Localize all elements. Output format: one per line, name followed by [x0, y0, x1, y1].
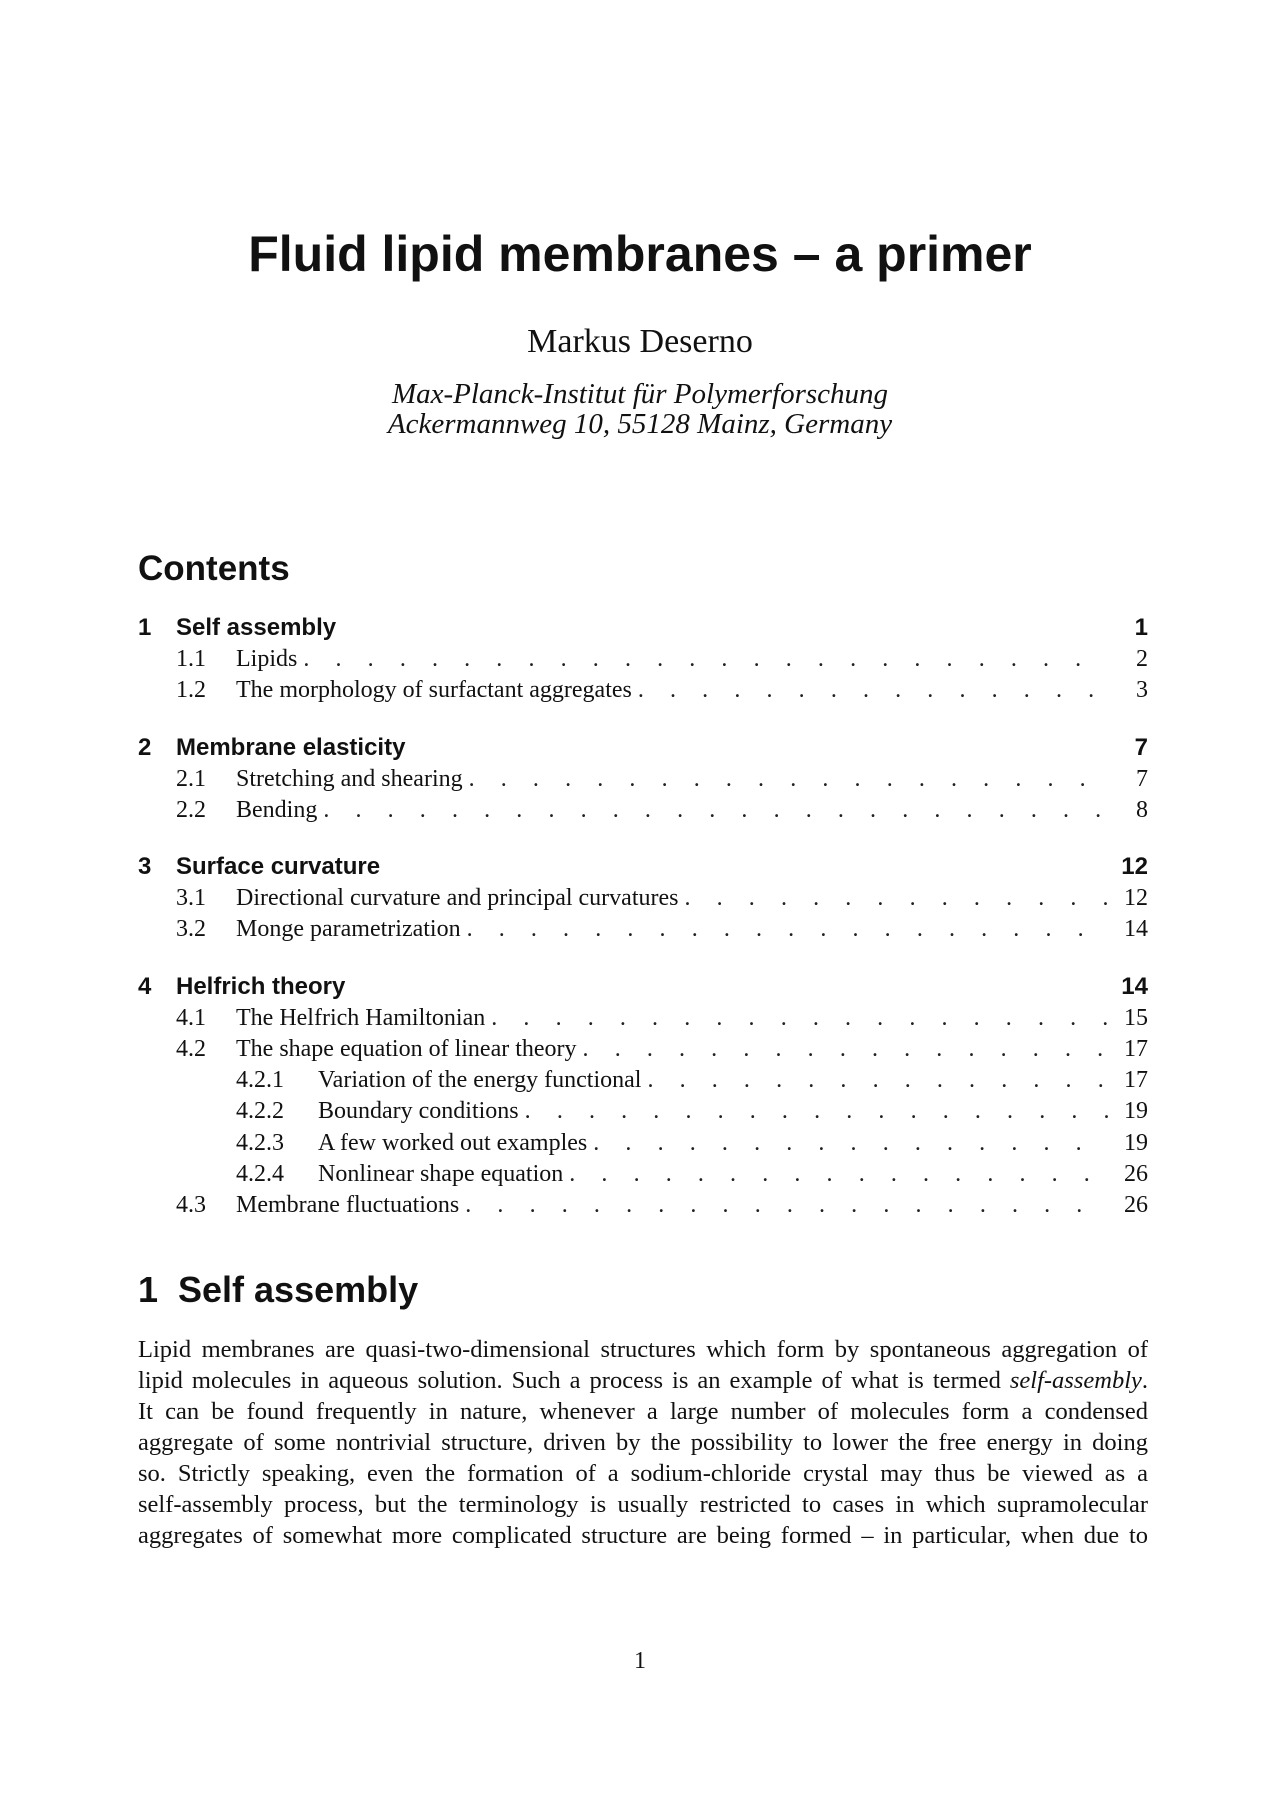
toc-page: 17 — [1124, 1036, 1148, 1062]
toc-number: 4.2.1 — [236, 1067, 284, 1093]
toc-entry-4-2-4[interactable] — [138, 1161, 1148, 1193]
body-line: It can be found frequently in nature, whenever a large number of molecules form a condensed — [138, 1398, 1148, 1425]
toc-title: Boundary conditions — [318, 1098, 519, 1124]
toc-entry-4-2[interactable] — [138, 1036, 1148, 1068]
toc-leader-dots — [569, 1161, 1108, 1188]
toc-entry-2-1[interactable] — [138, 766, 1148, 798]
toc-page: 7 — [1136, 766, 1148, 792]
toc-number: 4.2.4 — [236, 1161, 284, 1187]
toc-page: 12 — [1121, 853, 1148, 880]
toc-title: Self assembly — [176, 614, 337, 641]
toc-leader-dots — [525, 1098, 1108, 1125]
toc-number: 2.1 — [176, 766, 206, 792]
toc-title: Stretching and shearing — [236, 766, 463, 792]
body-line: self-assembly process, but the terminology is usually restricted to cases in which supramolecular — [138, 1491, 1148, 1518]
body-line: Lipid membranes are quasi-two-dimensional structures which form by spontaneous aggregation of — [138, 1336, 1148, 1363]
page-number: 1 — [634, 1648, 646, 1674]
toc-number: 1.1 — [176, 646, 206, 672]
toc-title: Monge parametrization — [236, 916, 461, 942]
toc-leader-dots — [491, 1005, 1108, 1032]
toc-entry-1-1[interactable] — [138, 646, 1148, 678]
toc-entry-4-1[interactable] — [138, 1005, 1148, 1037]
toc-number: 4.2.2 — [236, 1098, 284, 1124]
toc-title: Nonlinear shape equation — [318, 1161, 564, 1187]
toc-leader-dots — [469, 766, 1108, 793]
toc-entry-section-2[interactable] — [138, 734, 1148, 766]
toc-entry-4-3[interactable] — [138, 1192, 1148, 1224]
toc-leader-dots — [583, 1036, 1108, 1063]
toc-number: 3 — [138, 853, 152, 880]
toc-page: 14 — [1121, 973, 1148, 1000]
toc-entry-4-2-3[interactable] — [138, 1130, 1148, 1162]
body-line — [138, 1365, 1148, 1396]
toc-page: 17 — [1124, 1067, 1148, 1093]
section-1-heading — [138, 1268, 418, 1312]
toc-number: 2 — [138, 734, 152, 761]
toc-number: 3.1 — [176, 885, 206, 911]
toc-leader-dots — [638, 677, 1108, 704]
toc-number: 1 — [138, 614, 152, 641]
emphasis-term: self-assembly — [1009, 1367, 1142, 1394]
toc-leader-dots — [323, 797, 1108, 824]
toc-page: 26 — [1124, 1192, 1148, 1218]
author-name: Markus Deserno — [527, 323, 753, 360]
toc-title: Lipids — [236, 646, 298, 672]
toc-page: 7 — [1134, 734, 1148, 761]
toc-page: 15 — [1124, 1005, 1148, 1031]
toc-entry-section-4[interactable] — [138, 973, 1148, 1005]
contents-heading: Contents — [138, 549, 290, 588]
toc-number: 3.2 — [176, 916, 206, 942]
paper-title: Fluid lipid membranes – a primer — [248, 226, 1032, 282]
body-line: so. Strictly speaking, even the formation of a sodium-chloride crystal may thus be viewed as a — [138, 1460, 1148, 1487]
toc-title: The Helfrich Hamiltonian — [236, 1005, 486, 1031]
affiliation-line-1: Max-Planck-Institut für Polymerforschung — [391, 378, 889, 410]
toc-page: 14 — [1124, 916, 1148, 942]
toc-number: 4.2.3 — [236, 1130, 284, 1156]
section-number: 1 — [138, 1269, 159, 1310]
toc-number: 4.3 — [176, 1192, 206, 1218]
toc-entry-1-2[interactable] — [138, 677, 1148, 709]
toc-leader-dots — [467, 916, 1108, 943]
toc-title: Membrane elasticity — [176, 734, 406, 761]
toc-page: 19 — [1124, 1098, 1148, 1124]
toc-title: The shape equation of linear theory — [236, 1036, 577, 1062]
toc-entry-4-2-2[interactable] — [138, 1098, 1148, 1130]
toc-title: The morphology of surfactant aggregates — [236, 677, 632, 703]
toc-title: Helfrich theory — [176, 973, 346, 1000]
toc-entry-3-1[interactable] — [138, 885, 1148, 917]
toc-page: 12 — [1124, 885, 1148, 911]
toc-entry-4-2-1[interactable] — [138, 1067, 1148, 1099]
toc-page: 3 — [1136, 677, 1148, 703]
toc-leader-dots — [465, 1192, 1108, 1219]
toc-title: Variation of the energy functional — [318, 1067, 642, 1093]
toc-page: 1 — [1134, 614, 1148, 641]
toc-title: Bending — [236, 797, 318, 823]
toc-leader-dots — [684, 885, 1108, 912]
toc-number: 4.1 — [176, 1005, 206, 1031]
body-text: lipid molecules in aqueous solution. Such a process is an example of what is termed — [138, 1367, 1010, 1394]
toc-title: Surface curvature — [176, 853, 381, 880]
toc-entry-3-2[interactable] — [138, 916, 1148, 948]
toc-page: 8 — [1136, 797, 1148, 823]
toc-entry-section-1[interactable] — [138, 614, 1148, 646]
toc-page: 26 — [1124, 1161, 1148, 1187]
toc-title: Membrane fluctuations — [236, 1192, 460, 1218]
body-text: . — [1141, 1367, 1148, 1394]
toc-number: 4 — [138, 973, 152, 1000]
toc-entry-2-2[interactable] — [138, 797, 1148, 829]
toc-number: 4.2 — [176, 1036, 206, 1062]
toc-title: Directional curvature and principal curvatures — [236, 885, 679, 911]
toc-number: 2.2 — [176, 797, 206, 823]
body-line: aggregates of somewhat more complicated structure are being formed – in particular, when due to — [138, 1522, 1148, 1549]
toc-number: 1.2 — [176, 677, 206, 703]
toc-page: 2 — [1136, 646, 1148, 672]
toc-page: 19 — [1124, 1130, 1148, 1156]
section-title: Self assembly — [178, 1269, 419, 1310]
toc-entry-section-3[interactable] — [138, 853, 1148, 885]
affiliation-line-2: Ackermannweg 10, 55128 Mainz, Germany — [387, 408, 893, 440]
toc-leader-dots — [593, 1130, 1108, 1157]
toc-leader-dots — [647, 1067, 1108, 1094]
body-line: aggregate of some nontrivial structure, driven by the possibility to lower the free energy in doing — [138, 1429, 1148, 1456]
toc-title: A few worked out examples — [318, 1130, 588, 1156]
toc-leader-dots — [303, 646, 1108, 673]
